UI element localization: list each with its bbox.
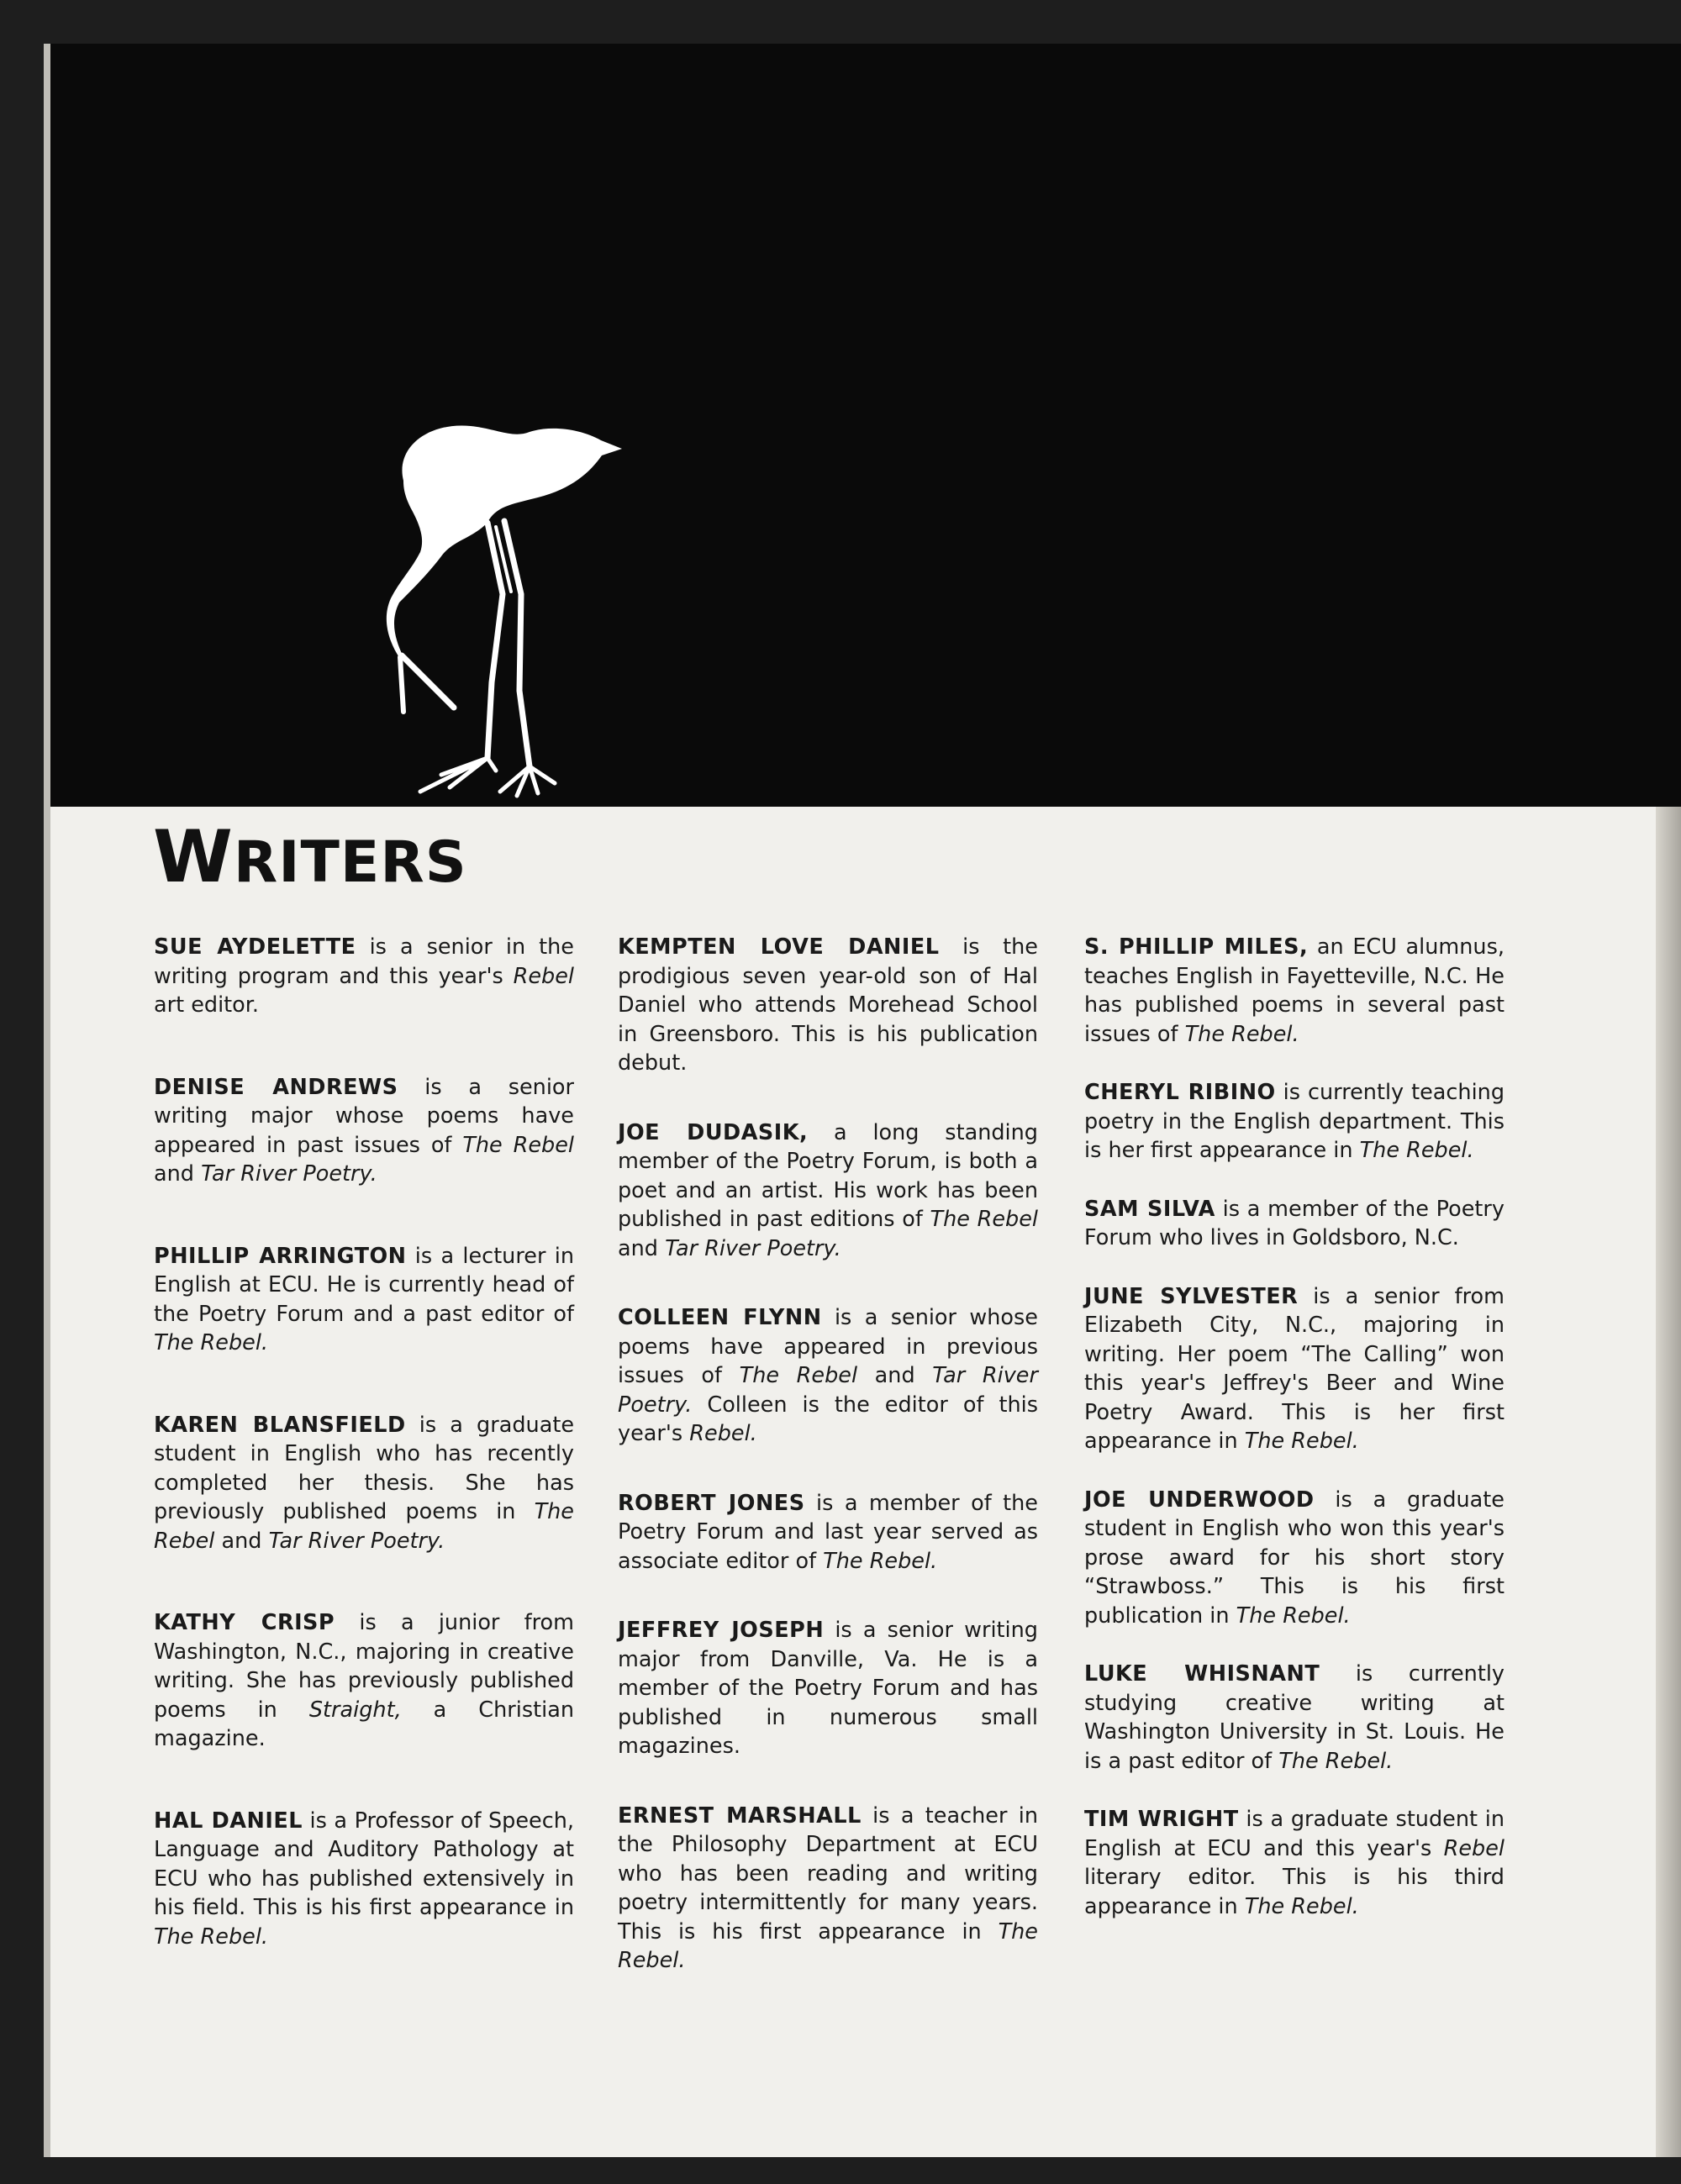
writer-name: LUKE WHISNANT [1084,1661,1320,1687]
writer-bio [154,1073,574,1189]
bio-text: is a lecturer in English at ECU. He is currently head of the Poetry Forum and a past editor of [154,1243,574,1327]
publication-title: The Rebel. [823,1548,938,1574]
writer-name: ROBERT JONES [618,1490,805,1516]
bio-text: literary editor. This is his third appearance in [1084,1865,1504,1919]
writer-name: SUE AYDELETTE [154,934,356,960]
publication-title: The Rebel [462,1132,574,1158]
bio-text: an ECU alumnus, teaches English in Fayetteville, N.C. He has published poems in several past issues of [1084,934,1504,1047]
bio-text: art editor. [154,992,260,1018]
publication-title: The Rebel. [154,1330,269,1355]
writer-name: PHILLIP ARRINGTON [154,1243,407,1269]
writer-name: JEFFREY JOSEPH [618,1618,825,1643]
writer-bio [1084,933,1504,1049]
bio-text: is a graduate student in English who won this year's prose award for his short story “Strawboss.” This is his first publication in [1084,1487,1504,1629]
bio-text: is a senior writing major whose poems have appeared in past issues of [154,1074,574,1158]
writer-name: SAM SILVA [1084,1196,1215,1222]
writer-bio [618,1118,1038,1264]
writer-bio [154,1608,574,1754]
bio-text: a Christian magazine. [154,1697,574,1751]
adjacent-page-edge [1656,807,1681,2157]
publication-title: The Rebel [930,1207,1038,1232]
writer-bio [618,933,1038,1078]
publication-title: Tar River Poetry. [268,1528,445,1554]
bio-text: is a teacher in the Philosophy Department at ECU who has been reading and writing poetry intermittently for many years. This is his first appearance in [618,1802,1038,1945]
writer-name: JOE UNDERWOOD [1084,1487,1315,1513]
bio-text: is a graduate student in English who has recently completed her thesis. She has previously published poems in [154,1412,575,1524]
bio-text: is currently teaching poetry in the English department. This is her first appearance in [1084,1080,1505,1163]
writer-bio [618,1303,1038,1449]
writer-bio [1084,1195,1504,1253]
writer-name: JOE DUDASIK, [618,1119,809,1145]
bio-text: is a senior writing major from Danville, Va. He is a member of the Poetry Forum and has published in numerous small magazines. [618,1618,1038,1759]
publication-title: The Rebel [739,1363,858,1388]
bio-text: is a graduate student in English at ECU and this year's [1084,1807,1504,1861]
writers-column-1 [154,933,574,1951]
writer-bio [154,1242,574,1358]
publication-title: The Rebel. [618,1918,1038,1973]
writer-bio [618,1489,1038,1576]
writer-name: HAL DANIEL [154,1808,303,1834]
publication-title: Rebel. [689,1421,757,1446]
publication-title: The Rebel [154,1499,574,1554]
bio-text: is a junior from Washington, N.C., majoring in creative writing. She has previously published poems in [154,1610,574,1723]
writer-name: TIM WRIGHT [1084,1807,1239,1832]
bio-text: is a senior from Elizabeth City, N.C., majoring in writing. Her poem “The Calling” won this year's Jeffrey's Beer and Wine Poetry Award. This is her first appearance in [1084,1283,1504,1454]
writer-bio [1084,1078,1504,1166]
writer-name: KAREN BLANSFIELD [154,1412,406,1438]
writer-bio [154,933,574,1020]
heron-silhouette-icon [370,413,689,850]
writer-bio [1084,1660,1504,1776]
writer-bio [618,1616,1038,1761]
bio-text: Colleen is the editor of this year's [618,1392,1038,1446]
writer-name: JUNE SYLVESTER [1084,1283,1299,1309]
writer-bio [1084,1282,1504,1456]
publication-title: The Rebel. [1359,1138,1474,1163]
page-title: WRITERS [153,815,467,899]
bio-text: is a member of the Poetry Forum who lives in Goldsboro, N.C. [1084,1196,1504,1250]
writer-name: CHERYL RIBINO [1084,1080,1276,1105]
publication-title: Straight, [308,1697,402,1723]
publication-title: The Rebel. [1236,1602,1351,1629]
bio-text: is a Professor of Speech, Language and Auditory Pathology at ECU who has published extensively in his field. This is his first appearance in [154,1808,574,1920]
writer-name: COLLEEN FLYNN [618,1305,822,1330]
writers-column-2 [618,933,1038,1976]
publication-title: Tar River Poetry. [201,1161,377,1187]
bio-text: a long standing member of the Poetry Forum, is both a poet and an artist. His work has been published in past editions of [618,1119,1038,1232]
publication-title: Tar River Poetry. [618,1363,1038,1418]
writer-name: KEMPTEN LOVE DANIEL [618,934,940,960]
publication-title: Rebel [513,963,574,989]
publication-title: The Rebel. [1244,1429,1359,1454]
bio-text: and [214,1528,269,1554]
bio-text: is a senior in the writing program and this year's [154,934,574,989]
bio-text: is the prodigious seven year-old son of Hal Daniel who attends Morehead School in Greensboro. This is his publication debut. [618,934,1039,1076]
publication-title: The Rebel. [1278,1748,1394,1774]
writer-bio [1084,1486,1504,1631]
publication-title: Rebel [1443,1835,1504,1861]
writer-bio [154,1807,574,1952]
bio-text: is a senior whose poems have appeared in previous issues of [618,1305,1038,1388]
bio-text: and [618,1235,666,1261]
writers-column-3 [1084,933,1504,1921]
writer-name: KATHY CRISP [154,1610,335,1635]
writer-name: DENISE ANDREWS [154,1074,398,1100]
writer-name: ERNEST MARSHALL [618,1802,862,1829]
black-header-panel [50,44,1681,807]
publication-title: The Rebel. [154,1923,269,1950]
writer-name: S. PHILLIP MILES, [1084,934,1309,960]
bio-text: is currently studying creative writing at Washington University in St. Louis. He is a past editor of [1084,1661,1504,1774]
bio-text: and [154,1161,202,1187]
publication-title: The Rebel. [1184,1021,1299,1047]
publication-title: The Rebel. [1244,1893,1359,1919]
writer-bio [154,1411,574,1556]
writer-bio [1084,1805,1504,1921]
bio-text: and [857,1363,933,1388]
bio-text: is a member of the Poetry Forum and last year served as associate editor of [618,1490,1038,1574]
writer-bio [618,1802,1038,1976]
publication-title: Tar River Poetry. [665,1235,841,1261]
